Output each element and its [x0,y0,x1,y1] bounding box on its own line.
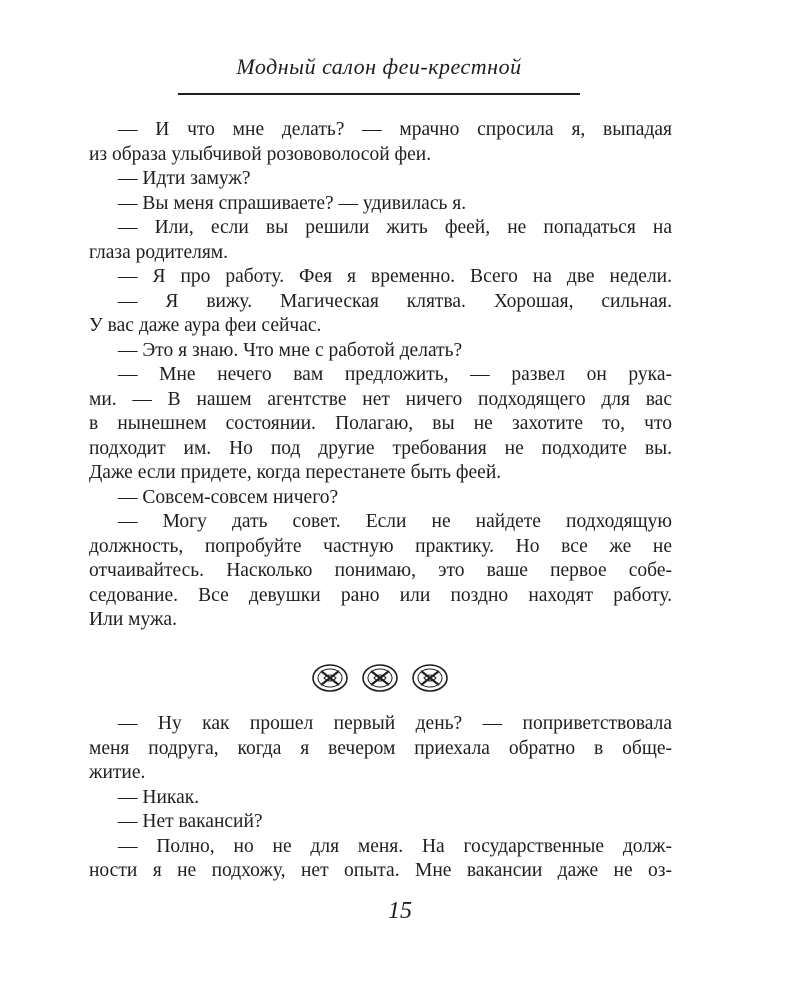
text-line: отчаивайтесь. Насколько понимаю, это ваше первое собе- [89,560,672,581]
text-line: У вас даже аура феи сейчас. [89,315,322,336]
text-line: глаза родителям. [89,241,229,263]
text-line: ми. — В нашем агентстве нет ничего подходящего для вас [89,388,672,410]
text-line: подходит им. Но под другие требования не подходите вы. [89,437,672,459]
text-line: меня подруга, когда я вечером приехала обратно в обще- [89,737,672,759]
text-line: — Могу дать совет. Если не найдете подходящую [118,511,672,532]
text-line: ности я не подхожу, нет опыта. Мне вакансии даже не оз- [89,860,672,881]
text-line: из образа улыбчивой розововолосой феи. [89,143,432,165]
text-line: — Я про работу. Фея я временно. Всего на две недели. [118,266,672,287]
ornament-icon [310,662,350,694]
text-line: Даже если придете, когда перестанете быть феей. [89,462,502,483]
text-line: должность, попробуйте частную практику. Но все же не [89,535,672,557]
ornament-icon [360,662,400,694]
text-line: — Это я знаю. Что мне с работой делать? [118,339,463,361]
text-line: — Никак. [118,786,200,808]
text-line: — Вы меня спрашиваете? — удивилась я. [118,192,467,214]
running-header: Модный салон феи-крестной [236,54,522,79]
text-line: Или мужа. [89,609,177,630]
text-line: — Полно, но не для меня. На государственные долж- [118,835,672,857]
section-separator [310,660,450,696]
text-line: — Мне нечего вам предложить, — развел он рука- [118,364,672,385]
text-line: житие. [89,762,146,783]
text-line: — Ну как прошел первый день? — поприветствовала [118,713,672,734]
text-line: седование. Все девушки рано или поздно находят работу. [89,584,672,606]
text-line: в нынешнем состоянии. Полагаю, вы не захотите то, что [89,413,672,434]
text-line: — Я вижу. Магическая клятва. Хорошая, сильная. [118,290,672,312]
ornament-icon [410,662,450,694]
text-line: — Или, если вы решили жить феей, не попадаться на [118,217,672,238]
page-number: 15 [388,898,412,924]
text-block-2 [89,712,672,884]
text-line: — Нет вакансий? [118,811,263,832]
text-line: — Идти замуж? [118,168,251,189]
text-line: — Совсем-совсем ничего? [118,486,339,508]
header-rule [178,93,580,95]
text-line: — И что мне делать? — мрачно спросила я, выпадая [118,119,672,140]
text-block-1 [89,118,672,633]
